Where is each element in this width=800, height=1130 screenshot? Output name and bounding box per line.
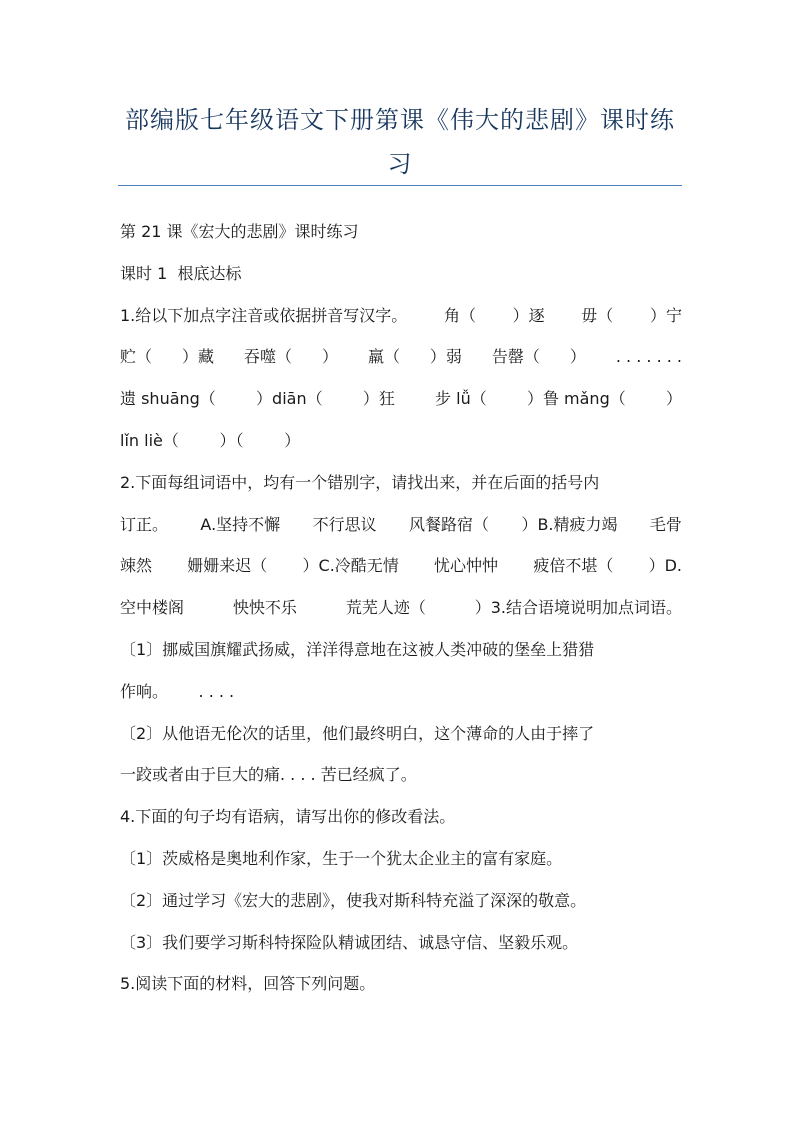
- text-segment: A.坚持不懈: [200, 514, 281, 534]
- text-line: [120, 295, 682, 337]
- text-segment: ）鲁 mǎng（: [526, 389, 626, 409]
- text-segment: 贮（: [120, 347, 153, 367]
- text-segment: 遗 shuāng（: [120, 389, 216, 409]
- text-segment: ）diān（: [256, 389, 323, 409]
- text-segment: 告罄（: [491, 347, 540, 367]
- text-segment: ）逐: [512, 305, 545, 325]
- text-line: 〔3〕我们要学习斯科特探险队精诚团结、诚恳守信、坚毅乐观。: [120, 932, 579, 952]
- text-segment: 忧心忡忡: [434, 556, 499, 576]
- text-line: [120, 378, 682, 420]
- text-segment: ）狂: [362, 389, 395, 409]
- text-segment: 姗姗来迟（: [187, 556, 268, 576]
- text-line: [120, 629, 682, 671]
- text-segment: ）B.精疲力竭: [521, 514, 618, 534]
- text-segment: ）: [321, 347, 338, 367]
- text-segment: 1.给以下加点字注音或依据拼音写汉字。: [120, 305, 408, 325]
- text-segment: 空中楼阁: [120, 598, 185, 618]
- text-line: [120, 462, 682, 504]
- text-segment: 〔2〕从他语无伦次的话里，他们最终明白，这个薄命的人由于摔了: [120, 723, 595, 743]
- text-segment: 荒芜人迹（: [345, 598, 426, 618]
- title-divider: [118, 185, 682, 186]
- text-line: [120, 713, 682, 755]
- text-segment: ）宁: [649, 305, 682, 325]
- text-segment: ）C.冷酷无情: [302, 556, 399, 576]
- text-segment: 风餐路宿（: [409, 514, 490, 534]
- text-line: [120, 336, 682, 378]
- text-line: 一跤或者由于巨大的痛. . . . 苦已经疯了。: [120, 765, 417, 785]
- text-segment: 步 lǚ（: [435, 389, 487, 409]
- text-line: lǐn liè（ ）（ ）: [120, 430, 301, 450]
- text-line: 〔1〕茨威格是奥地利作家，生于一个犹太企业主的富有家庭。: [120, 848, 563, 868]
- text-line: [120, 545, 682, 587]
- text-segment: 竦然: [120, 556, 153, 576]
- text-segment: 羸（: [367, 347, 400, 367]
- text-segment: ）弱: [429, 347, 462, 367]
- text-segment: 毋（: [581, 305, 614, 325]
- text-segment: ）3.结合语境说明加点词语。: [474, 598, 682, 618]
- text-segment: 怏怏不乐: [232, 598, 297, 618]
- text-line: [120, 587, 682, 629]
- text-segment: 订正。: [120, 514, 169, 534]
- text-segment: 不行思议: [312, 514, 377, 534]
- text-line: 5.阅读下面的材料，回答下列问题。: [120, 974, 376, 994]
- text-segment: ）: [665, 389, 682, 409]
- text-segment: . . . . . . .: [615, 347, 682, 367]
- text-segment: 2.下面每组词语中，均有一个错别字，请找出来，并在后面的括号内: [120, 472, 600, 492]
- text-segment: ）: [569, 347, 586, 367]
- text-line: 第 21 课《宏大的悲剧》课时练习: [120, 222, 359, 241]
- title-line-2: 习: [387, 150, 413, 178]
- text-line: 作响。 . . . .: [120, 681, 235, 701]
- text-segment: 〔1〕挪威国旗耀武扬威，洋洋得意地在这被人类冲破的堡垒上猎猎: [120, 639, 595, 659]
- text-segment: 毛骨: [649, 514, 682, 534]
- text-segment: 吞噬（: [243, 347, 292, 367]
- text-line: 课时 1 根底达标: [120, 263, 242, 283]
- text-line: 〔2〕通过学习《宏大的悲剧》，使我对斯科特充溢了深深的敬意。: [120, 890, 587, 910]
- text-line: [120, 504, 682, 546]
- text-segment: ）藏: [181, 347, 214, 367]
- document-title: [118, 98, 682, 186]
- title-line-1: 部编版七年级语文下册第课《伟大的悲剧》课时练: [125, 106, 675, 134]
- text-segment: 角（: [443, 305, 476, 325]
- document-body: [120, 211, 682, 1005]
- text-line: 4.下面的句子均有语病，请写出你的修改看法。: [120, 807, 456, 827]
- text-segment: ）D.: [648, 556, 682, 576]
- text-segment: 疲倍不堪（: [533, 556, 614, 576]
